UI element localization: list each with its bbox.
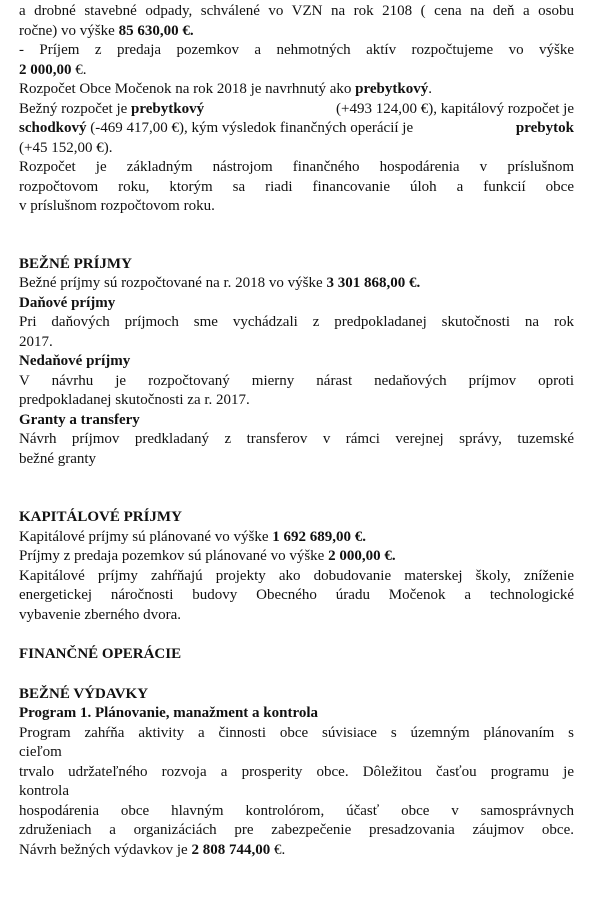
text-line: (+45 152,00 €). xyxy=(19,139,113,156)
section-heading: BEŽNÉ PRÍJMY xyxy=(19,255,132,272)
text-line: Bežný rozpočet je prebytkový (+493 124,00 €), kapitálový rozpočet je xyxy=(19,100,574,117)
text-line: Návrh príjmov predkladaný z transferov v rámci verejnej správy, tuzemské xyxy=(19,431,574,447)
text-line: Pri daňových príjmoch sme vychádzali z predpokladanej skutočnosti na rok xyxy=(19,314,574,330)
text-line: schodkový (-469 417,00 €), kým výsledok finančných operácií je prebytok xyxy=(19,120,574,136)
amount: 3 301 868,00 €. xyxy=(326,275,421,291)
text-line: predpokladanej skutočnosti za r. 2017. xyxy=(19,392,250,408)
amount: 2 000,00 xyxy=(19,61,72,78)
amount: 85 630,00 €. xyxy=(118,22,194,39)
section-heading: KAPITÁLOVÉ PRÍJMY xyxy=(19,509,182,525)
text-line: Návrh bežných výdavkov je 2 808 744,00 €. xyxy=(19,841,286,858)
amount: 1 692 689,00 €. xyxy=(272,528,367,545)
text-line: kontrola xyxy=(19,783,69,799)
text-line: cieľom xyxy=(19,744,62,760)
financne-operacie-section xyxy=(19,645,574,665)
kapitalove-prijmy-section xyxy=(19,508,574,625)
text-line: 2017. xyxy=(19,333,53,350)
text-line: bežné granty xyxy=(19,450,97,467)
document-page xyxy=(19,2,574,860)
text-line: ročne) vo výške 85 630,00 €. xyxy=(19,22,194,39)
bezne-prijmy-section xyxy=(19,255,574,470)
text-line: trvalo udržateľného rozvoja a prosperity obce. Dôležitou časťou programu je xyxy=(19,763,574,780)
section-heading: FINANČNÉ OPERÁCIE xyxy=(19,646,182,662)
text-line: hospodárenia obce hlavným kontrolórom, účasť obce v samosprávnych xyxy=(19,802,574,819)
intro-section xyxy=(19,2,574,217)
text-line: združeniach a organizáciách pre zabezpečenie presadzovania záujmov obce. xyxy=(19,822,574,838)
text-line: a drobné stavebné odpady, schválené vo VZN na rok 2108 ( cena na deň a osobu xyxy=(19,3,574,19)
text-line: Kapitálové príjmy zahŕňajú projekty ako dobudovanie materskej školy, zníženie xyxy=(19,567,574,584)
program-heading: Program 1. Plánovanie, manažment a kontrola xyxy=(19,705,319,721)
subsection-heading: Daňové príjmy xyxy=(19,294,116,311)
text-line: Program zahŕňa aktivity a činnosti obce súvisiace s územným plánovaním s xyxy=(19,724,574,741)
amount: 2 000,00 €. xyxy=(328,548,396,564)
text-line: - Príjem z predaja pozemkov a nehmotných aktív rozpočtujeme vo výške xyxy=(19,42,574,58)
text-line: energetickej náročnosti budovy Obecného úradu Močenok a technologické xyxy=(19,587,574,603)
text-line: Bežné príjmy sú rozpočtované na r. 2018 vo výške 3 301 868,00 €. xyxy=(19,275,421,291)
text-line: rozpočtovom roku, ktorým sa riadi financovanie úloh a funkcií obce xyxy=(19,178,574,195)
text-line: Kapitálové príjmy sú plánované vo výške 1 692 689,00 €. xyxy=(19,528,367,545)
bezne-vydavky-section xyxy=(19,685,574,861)
text-line: V návrhu je rozpočtovaný mierny nárast nedaňových príjmov oproti xyxy=(19,372,574,389)
text-line: Príjmy z predaja pozemkov sú plánované vo výške 2 000,00 €. xyxy=(19,548,396,564)
subsection-heading: Nedaňové príjmy xyxy=(19,353,131,369)
text-line: v príslušnom rozpočtovom roku. xyxy=(19,198,215,214)
subsection-heading: Granty a transfery xyxy=(19,411,140,428)
text-line: Rozpočet je základným nástrojom finančného hospodárenia v príslušnom xyxy=(19,159,574,175)
section-heading: BEŽNÉ VÝDAVKY xyxy=(19,685,149,702)
text-line: Rozpočet Obce Močenok na rok 2018 je navrhnutý ako prebytkový. xyxy=(19,81,432,97)
amount: 2 808 744,00 xyxy=(191,841,271,858)
text-line: vybavenie zberného dvora. xyxy=(19,606,182,623)
text-line: 2 000,00 €. xyxy=(19,61,87,78)
